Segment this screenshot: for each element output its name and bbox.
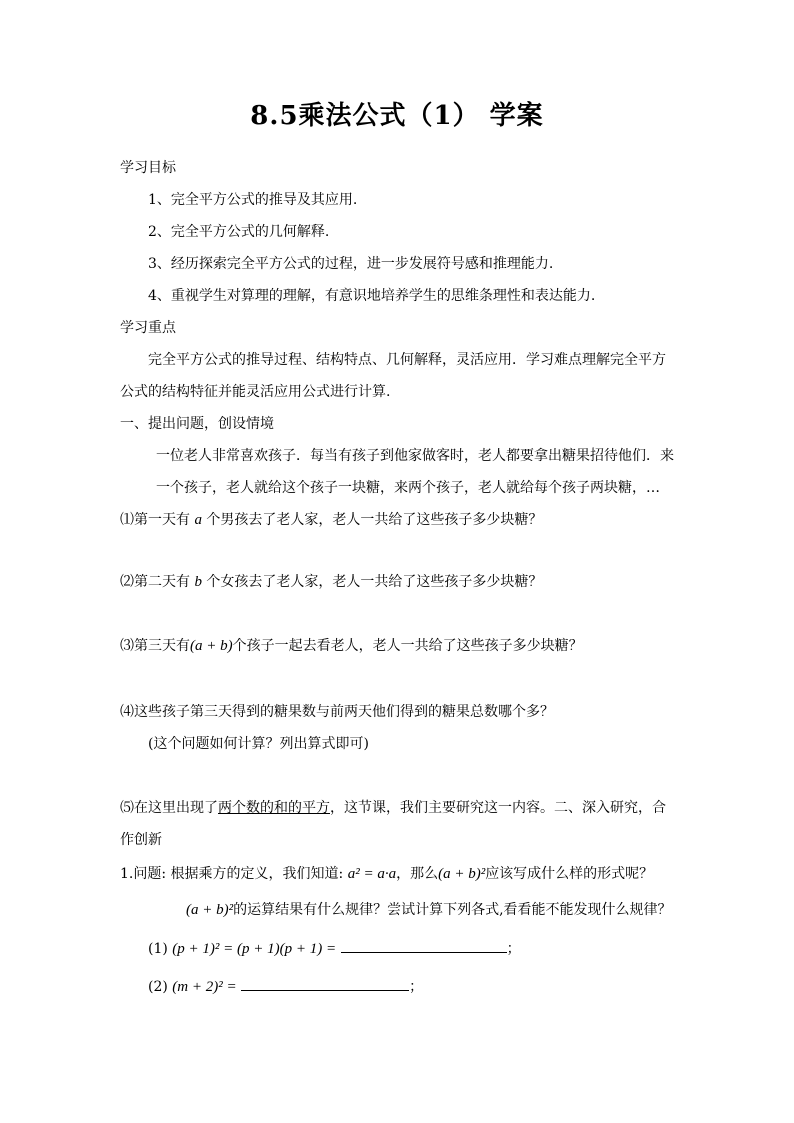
question-1 xyxy=(120,510,542,530)
ex1-label: (1) xyxy=(148,941,168,957)
question-2 xyxy=(120,572,542,592)
goal-item-2: 2、完全平方公式的几何解释. xyxy=(148,224,330,240)
goal-item-4: 4、重视学生对算理的理解，有意识地培养学生的思维条理性和表达能力. xyxy=(148,288,596,304)
p1-middle: ，那么 xyxy=(396,866,439,882)
q2-variable: b xyxy=(194,574,202,590)
key-paragraph-line2: 公式的结构特征并能灵活应用公式进行计算. xyxy=(120,384,391,400)
problem-1-line2 xyxy=(186,900,672,920)
exercise-1 xyxy=(148,938,521,959)
p1-line2-text: 的运算结果有什么规律？尝试计算下列各式,看看能不能发现什么规律？ xyxy=(233,902,672,918)
ex2-end: ； xyxy=(409,979,424,995)
q3-expression: (a + b) xyxy=(190,638,233,654)
q5-suffix: ，这节课，我们主要研究这一内容。二、深入研究，合 xyxy=(330,800,666,816)
key-heading: 学习重点 xyxy=(120,320,176,336)
goal-item-3: 3、经历探索完全平方公式的过程，进一步发展符号感和推理能力. xyxy=(148,256,554,272)
ex1-expression: (p + 1)² = (p + 1)(p + 1) = xyxy=(172,941,337,957)
q2-suffix: 个女孩去了老人家，老人一共给了这些孩子多少块糖？ xyxy=(206,574,543,590)
exercise-2 xyxy=(148,976,423,997)
ex2-label: (2) xyxy=(148,979,168,995)
ex2-expression: (m + 2)² = xyxy=(172,979,237,995)
q1-suffix: 个男孩去了老人家，老人一共给了这些孩子多少块糖？ xyxy=(206,512,543,528)
p1-prefix: 1.问题: 根据乘方的定义，我们知道: xyxy=(120,866,344,882)
page-title: 8.5乘法公式（1） 学案 xyxy=(250,101,544,131)
q3-prefix: ⑶第三天有 xyxy=(120,638,190,654)
story-line1: 一位老人非常喜欢孩子．每当有孩子到他家做客时，老人都要拿出糖果招待他们．来 xyxy=(156,448,674,464)
ex2-answer-blank[interactable] xyxy=(241,976,409,991)
q5-underlined-term: 两个数的和的平方 xyxy=(218,800,330,816)
question-4: ⑷这些孩子第三天得到的糖果数与前两天他们得到的糖果总数哪个多？ xyxy=(120,704,554,720)
section1-heading: 一、提出问题，创设情境 xyxy=(120,416,274,432)
q1-variable: a xyxy=(194,512,202,528)
question-4-note: (这个问题如何计算？列出算式即可) xyxy=(148,736,369,752)
goal-item-1: 1、完全平方公式的推导及其应用. xyxy=(148,192,358,208)
q2-prefix: ⑵第二天有 xyxy=(120,574,190,590)
q5-prefix: ⑸在这里出现了 xyxy=(120,800,218,816)
goals-heading: 学习目标 xyxy=(120,160,176,176)
story-line2: 一个孩子，老人就给这个孩子一块糖，来两个孩子，老人就给每个孩子两块糖，… xyxy=(156,480,660,496)
p1-suffix: 应该写成什么样的形式呢？ xyxy=(485,866,654,882)
p1-formula: a² = a·a xyxy=(347,866,397,882)
q3-suffix: 个孩子一起去看老人，老人一共给了这些孩子多少块糖？ xyxy=(232,638,583,654)
p1-expression: (a + b)² xyxy=(438,866,486,882)
ex1-end: ； xyxy=(506,941,521,957)
question-5-line2: 作创新 xyxy=(120,832,162,848)
q1-prefix: ⑴第一天有 xyxy=(120,512,190,528)
key-paragraph-line1: 完全平方公式的推导过程、结构特点、几何解释，灵活应用．学习难点理解完全平方 xyxy=(148,352,666,368)
p1-line2-expression: (a + b)² xyxy=(186,902,234,918)
ex1-answer-blank[interactable] xyxy=(341,938,507,953)
question-3 xyxy=(120,636,583,656)
problem-1 xyxy=(120,864,653,884)
question-5 xyxy=(120,798,666,818)
